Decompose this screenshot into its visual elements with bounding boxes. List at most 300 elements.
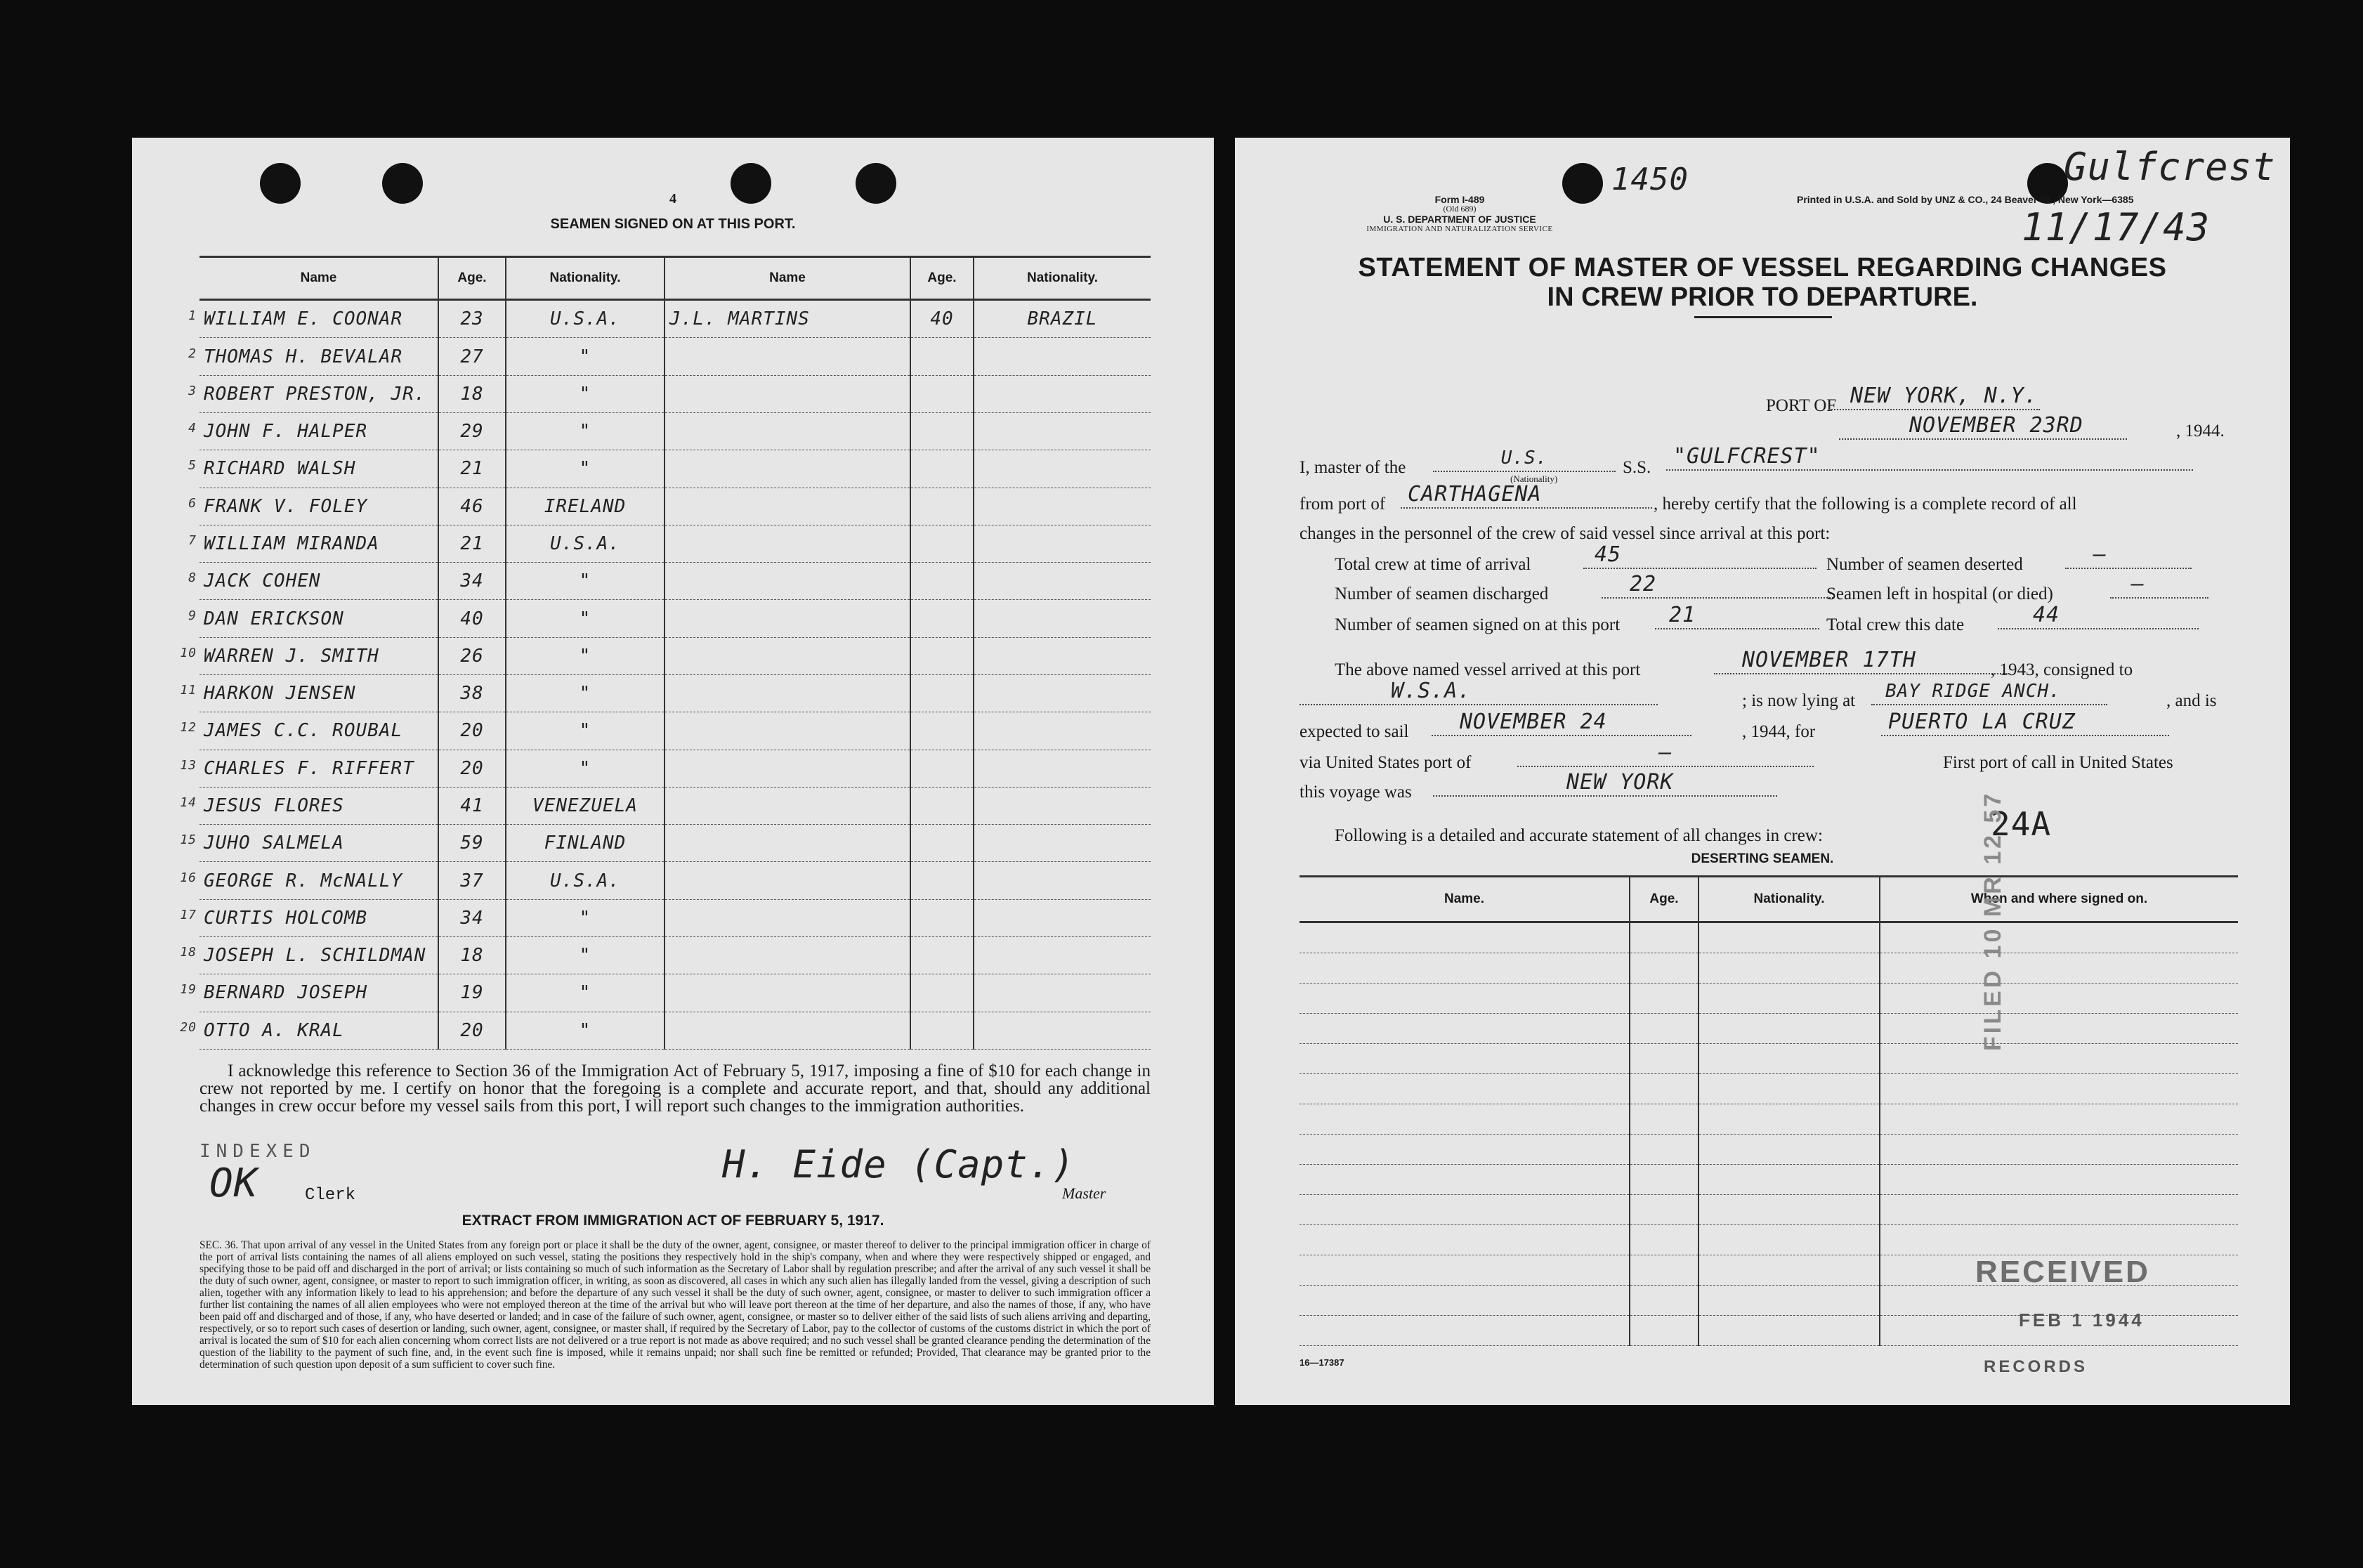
- seaman-name: 7 WILLIAM MIRANDA: [199, 525, 438, 562]
- empty-cell: [1698, 1195, 1880, 1225]
- arrived-label: The above named vessel arrived at this port: [1335, 660, 1641, 679]
- empty-cell: [1300, 1135, 1630, 1165]
- hospital-label: Seamen left in hospital (or died): [1826, 584, 2053, 603]
- extract-text: SEC. 36. That upon arrival of any vessel in the United States from any foreign port or place it shall be the duty of the owner, agent, consignee, or master thereof to deliver to the principal immigration officer in charge of the port of arrival lists containing the names of all aliens employed on such vessel, stating the positions they respectively hold in the ship's company, when and where they were respectively shipped or engaged, and specifying those to be paid off and discharged in the port of arrival; or lists containing so much of such information as the Secretary of Labor shall by regulation prescribe; and after the arrival of any such vessel it shall be the duty of such owner, agent, consignee, or master to report to such immigration officer, in writing, as soon as discovered, all cases in which any such alien has illegally landed from the vessel, giving a description of such alien, together with any information likely to lead to his apprehension; and before the departure of any such vessel it shall be the duty of such owner, agent, consignee, or master to deliver to such immigration officer a further list containing the names of all alien employees who were not employed thereon at the time of the arrival but who will leave port thereon at the time of her departure, and also the names of those, if any, who have been paid off and discharged and of those, if any, who have deserted or landed; and in case of the failure of such owner, agent, consignee, or master so to deliver either of the said lists of such aliens arriving and departing, respectively, or so to report such cases of desertion or landing, such owner, agent, consignee, or master shall, if required by the Secretary of Labor, pay to the collector of customs of the customs district in which the port of arrival is located the sum of $10 for each alien concerning whom correct lists are not delivered or a true report is not made as above required; and no such vessel shall be granted clearance pending the determination of the question of the liability to the payment of such fine, and, in the event such fine is imposed, while it remains unpaid; nor shall such fine be remitted or refunded; Provided, That clearance may be granted prior to the determination of such question upon deposit of a sum sufficient to cover such fine.: [199, 1239, 1151, 1371]
- table-row: [199, 936, 1151, 974]
- row-number: 17: [180, 907, 197, 922]
- seaman-nationality-2: [974, 338, 1151, 375]
- seaman-name: 11 HARKON JENSEN: [199, 675, 438, 712]
- seaman-age: 37: [438, 862, 506, 899]
- following-text: Following is a detailed and accurate statement of all changes in crew:: [1335, 826, 1823, 845]
- row-number: 8: [188, 570, 197, 586]
- seaman-age-2: [910, 936, 974, 974]
- empty-cell: [1698, 1044, 1880, 1074]
- empty-cell: [1880, 922, 2238, 953]
- seaman-nationality-2: [974, 862, 1151, 899]
- table-row: [199, 825, 1151, 862]
- empty-cell: [1698, 953, 1880, 984]
- seaman-age-2: [910, 899, 974, 936]
- seaman-name-2: [665, 862, 910, 899]
- row-number: 18: [180, 945, 197, 960]
- empty-cell: [1698, 1225, 1880, 1255]
- row-number: 10: [180, 645, 197, 660]
- port-value: NEW YORK, N.Y.: [1829, 384, 2040, 410]
- empty-cell: [1300, 1044, 1630, 1074]
- seaman-name: 14 JESUS FLORES: [199, 787, 438, 824]
- empty-cell: [1300, 1195, 1630, 1225]
- empty-cell: [1880, 984, 2238, 1014]
- from-port-label: from port of: [1300, 495, 1386, 514]
- table-row: [1300, 953, 2238, 984]
- row-number: 14: [180, 795, 197, 810]
- seaman-age: 27: [438, 338, 506, 375]
- empty-cell: [1630, 984, 1698, 1014]
- seaman-name-2: [665, 563, 910, 600]
- seaman-age-2: 40: [910, 300, 974, 338]
- empty-cell: [1880, 1104, 2238, 1135]
- table-row: [199, 675, 1151, 712]
- arrived-value: NOVEMBER 17TH: [1714, 648, 2009, 674]
- empty-cell: [1300, 984, 1630, 1014]
- seaman-age: 20: [438, 1012, 506, 1049]
- empty-cell: [1630, 922, 1698, 953]
- seaman-name: 8 JACK COHEN: [199, 563, 438, 600]
- empty-cell: [1300, 1165, 1630, 1195]
- left-page: [132, 138, 1214, 1405]
- empty-cell: [1698, 1316, 1880, 1346]
- table-row: [199, 787, 1151, 824]
- seaman-age: 26: [438, 637, 506, 674]
- col-header-nationality-2: Nationality.: [974, 257, 1151, 300]
- master-signature: H. Eide (Capt.): [722, 1142, 1075, 1187]
- seaman-name-2: [665, 936, 910, 974]
- seaman-age: 29: [438, 413, 506, 450]
- seaman-age: 21: [438, 450, 506, 488]
- col-header-when-where: When and where signed on.: [1880, 877, 2238, 922]
- seaman-nationality: U.S.A.: [506, 862, 665, 899]
- seaman-nationality: ": [506, 563, 665, 600]
- empty-cell: [1698, 1104, 1880, 1135]
- empty-cell: [1630, 1104, 1698, 1135]
- seaman-age: 34: [438, 563, 506, 600]
- seaman-name-2: [665, 450, 910, 488]
- table-row: [1300, 1044, 2238, 1074]
- empty-cell: [1630, 1286, 1698, 1316]
- row-number: 20: [180, 1019, 197, 1035]
- destination-value: PUERTO LA CRUZ: [1881, 710, 2169, 736]
- seaman-name: 17 CURTIS HOLCOMB: [199, 899, 438, 936]
- seaman-nationality: ": [506, 375, 665, 412]
- via-value: —: [1517, 740, 1814, 767]
- seaman-nationality: ": [506, 936, 665, 974]
- date-value: NOVEMBER 23RD: [1839, 413, 2127, 440]
- seaman-name: 12 JAMES C.C. ROUBAL: [199, 712, 438, 750]
- empty-cell: [1630, 1135, 1698, 1165]
- empty-cell: [1300, 922, 1630, 953]
- empty-cell: [1630, 1195, 1698, 1225]
- seaman-nationality: ": [506, 413, 665, 450]
- seaman-name: 1 WILLIAM E. COONAR: [199, 300, 438, 338]
- seaman-nationality-2: [974, 899, 1151, 936]
- seaman-name: 19 BERNARD JOSEPH: [199, 974, 438, 1012]
- seaman-name-2: [665, 712, 910, 750]
- table-row: [199, 375, 1151, 412]
- seaman-nationality-2: [974, 787, 1151, 824]
- seaman-nationality: ": [506, 338, 665, 375]
- form-title-line1: STATEMENT OF MASTER OF VESSEL REGARDING CHANGES: [1358, 253, 2167, 282]
- lying-value: BAY RIDGE ANCH.: [1871, 679, 2107, 705]
- row-number: 19: [180, 982, 197, 998]
- seaman-age: 21: [438, 525, 506, 562]
- row-number: 5: [188, 458, 197, 473]
- seaman-name-2: [665, 974, 910, 1012]
- row-number: 6: [188, 495, 197, 511]
- seaman-age-2: [910, 338, 974, 375]
- form-old: (Old 689): [1443, 204, 1477, 214]
- table-row: [1300, 1014, 2238, 1044]
- seaman-name-2: [665, 1012, 910, 1049]
- table-row: [199, 488, 1151, 525]
- table-row: [1300, 1135, 2238, 1165]
- form-title-line2: IN CREW PRIOR TO DEPARTURE.: [1547, 282, 1978, 312]
- table-row: [199, 637, 1151, 674]
- empty-cell: [1698, 922, 1880, 953]
- seaman-name-2: [665, 637, 910, 674]
- expected-year: , 1944, for: [1742, 722, 1816, 741]
- received-stamp: RECEIVED: [1975, 1255, 2150, 1289]
- seaman-nationality: ": [506, 450, 665, 488]
- row-number: 4: [188, 421, 197, 436]
- seaman-nationality: VENEZUELA: [506, 787, 665, 824]
- seaman-nationality-2: [974, 450, 1151, 488]
- empty-cell: [1630, 1044, 1698, 1074]
- seaman-name-2: [665, 413, 910, 450]
- col-header-name-2: Name: [665, 257, 910, 300]
- seaman-name-2: [665, 675, 910, 712]
- empty-cell: [1880, 1074, 2238, 1104]
- total-crew-arrival-value: 45: [1583, 542, 1817, 569]
- seaman-nationality-2: [974, 600, 1151, 637]
- page-code: 24A: [1991, 805, 2052, 843]
- table-row: [199, 600, 1151, 637]
- seaman-nationality-2: [974, 637, 1151, 674]
- seaman-age-2: [910, 675, 974, 712]
- empty-cell: [1630, 1014, 1698, 1044]
- seaman-nationality: ": [506, 675, 665, 712]
- total-crew-date-label: Total crew this date: [1826, 615, 1965, 634]
- seaman-age-2: [910, 525, 974, 562]
- expected-value: NOVEMBER 24: [1432, 710, 1691, 736]
- row-number: 13: [180, 757, 197, 773]
- seaman-nationality-2: [974, 1012, 1151, 1049]
- seaman-nationality-2: [974, 488, 1151, 525]
- seaman-name: 5 RICHARD WALSH: [199, 450, 438, 488]
- table-row: [199, 563, 1151, 600]
- empty-cell: [1300, 1104, 1630, 1135]
- seaman-age: 18: [438, 936, 506, 974]
- seaman-name: 4 JOHN F. HALPER: [199, 413, 438, 450]
- seaman-age-2: [910, 563, 974, 600]
- seaman-age-2: [910, 787, 974, 824]
- seaman-name: 10 WARREN J. SMITH: [199, 637, 438, 674]
- table-row: [199, 712, 1151, 750]
- consigned-value: W.S.A.: [1300, 679, 1658, 705]
- seaman-name-2: [665, 750, 910, 787]
- empty-cell: [1880, 1014, 2238, 1044]
- seaman-age: 46: [438, 488, 506, 525]
- row-number: 7: [188, 533, 197, 549]
- table-row: [1300, 922, 2238, 953]
- lying-label: ; is now lying at: [1742, 691, 1856, 710]
- empty-cell: [1698, 984, 1880, 1014]
- port-label: PORT OF: [1766, 396, 1837, 415]
- seaman-nationality: ": [506, 974, 665, 1012]
- seaman-nationality: ": [506, 750, 665, 787]
- empty-cell: [1630, 1316, 1698, 1346]
- empty-cell: [1630, 1165, 1698, 1195]
- empty-cell: [1300, 1014, 1630, 1044]
- clerk-label: Clerk: [305, 1186, 356, 1205]
- total-crew-arrival-label: Total crew at time of arrival: [1335, 555, 1531, 574]
- table-row: [199, 1012, 1151, 1049]
- total-crew-date-value: 44: [1998, 603, 2199, 629]
- table-row: [199, 750, 1151, 787]
- seaman-age-2: [910, 712, 974, 750]
- seaman-nationality-2: [974, 825, 1151, 862]
- table-row: [1300, 984, 2238, 1014]
- seaman-age-2: [910, 1012, 974, 1049]
- empty-cell: [1630, 1225, 1698, 1255]
- empty-cell: [1630, 953, 1698, 984]
- footer-code: 16—17387: [1300, 1357, 1344, 1368]
- first-port-label: First port of call in United States: [1943, 753, 2173, 772]
- empty-cell: [1698, 1135, 1880, 1165]
- filed-stamp: FILED 10 MR 12 57: [1979, 790, 2006, 1051]
- master-label: Master: [1062, 1184, 1106, 1202]
- title-rule: [1694, 316, 1832, 318]
- arrived-year: , 1943, consigned to: [1991, 660, 2133, 679]
- empty-cell: [1698, 1014, 1880, 1044]
- seaman-name: 13 CHARLES F. RIFFERT: [199, 750, 438, 787]
- seaman-nationality-2: [974, 525, 1151, 562]
- row-number: 11: [180, 683, 197, 698]
- punch-hole: [1562, 163, 1603, 204]
- seaman-name: 2 THOMAS H. BEVALAR: [199, 338, 438, 375]
- nationality-caption: (Nationality): [1510, 473, 1558, 484]
- via-label: via United States port of: [1300, 753, 1472, 772]
- seaman-name-2: [665, 375, 910, 412]
- seaman-nationality: ": [506, 637, 665, 674]
- seaman-age: 40: [438, 600, 506, 637]
- seaman-nationality-2: [974, 936, 1151, 974]
- section-title: SEAMEN SIGNED ON AT THIS PORT.: [550, 216, 796, 232]
- empty-cell: [1880, 1135, 2238, 1165]
- expected-label: expected to sail: [1300, 722, 1409, 741]
- records-stamp: RECORDS: [1984, 1357, 2088, 1376]
- table-row: [199, 525, 1151, 562]
- row-number: 2: [188, 346, 197, 361]
- clerk-initials: OK: [209, 1161, 258, 1206]
- empty-cell: [1880, 1044, 2238, 1074]
- certify-text: , hereby certify that the following is a complete record of all: [1654, 495, 2077, 514]
- seaman-age-2: [910, 637, 974, 674]
- seaman-nationality-2: [974, 563, 1151, 600]
- seaman-nationality-2: [974, 413, 1151, 450]
- seaman-age-2: [910, 488, 974, 525]
- seaman-name-2: [665, 787, 910, 824]
- printer-credit: Printed in U.S.A. and Sold by UNZ & CO., 24 Beaver St., New York—6385: [1797, 194, 2134, 205]
- empty-cell: [1880, 1225, 2238, 1255]
- handwritten-date: 11/17/43: [2022, 205, 2211, 249]
- seaman-nationality-2: [974, 375, 1151, 412]
- handwritten-ship: Gulfcrest: [2064, 145, 2276, 189]
- seaman-age-2: [910, 450, 974, 488]
- empty-cell: [1880, 1165, 2238, 1195]
- table-row: [1300, 1165, 2238, 1195]
- deserted-label: Number of seamen deserted: [1826, 555, 2023, 574]
- hospital-value: —: [2110, 572, 2208, 599]
- seaman-name-2: [665, 825, 910, 862]
- col-header-name: Name: [199, 257, 438, 300]
- seamen-signed-on-table: [180, 256, 1151, 1050]
- table-row: [199, 300, 1151, 338]
- seaman-nationality: FINLAND: [506, 825, 665, 862]
- seaman-nationality: ": [506, 712, 665, 750]
- col-header-age: Age.: [1630, 877, 1698, 922]
- department: U. S. DEPARTMENT OF JUSTICE: [1383, 214, 1536, 225]
- seaman-name: 20 OTTO A. KRAL: [199, 1012, 438, 1049]
- changes-text: changes in the personnel of the crew of said vessel since arrival at this port:: [1300, 524, 1831, 543]
- seaman-name-2: [665, 488, 910, 525]
- seaman-age-2: [910, 600, 974, 637]
- discharged-value: 22: [1602, 572, 1833, 599]
- right-page: [1235, 138, 2290, 1405]
- col-header-nationality: Nationality.: [506, 257, 665, 300]
- table-row: [1300, 1104, 2238, 1135]
- seaman-nationality: ": [506, 1012, 665, 1049]
- table-row: [199, 862, 1151, 899]
- seaman-name: 16 GEORGE R. McNALLY: [199, 862, 438, 899]
- seaman-nationality-2: [974, 974, 1151, 1012]
- seaman-age-2: [910, 413, 974, 450]
- empty-cell: [1630, 1074, 1698, 1104]
- col-header-age: Age.: [438, 257, 506, 300]
- seaman-age: 18: [438, 375, 506, 412]
- seaman-name: 18 JOSEPH L. SCHILDMAN: [199, 936, 438, 974]
- seaman-age: 23: [438, 300, 506, 338]
- seaman-nationality: ": [506, 600, 665, 637]
- year-suffix: , 1944.: [2176, 422, 2225, 440]
- seaman-age-2: [910, 862, 974, 899]
- seaman-nationality: U.S.A.: [506, 300, 665, 338]
- seaman-name-2: [665, 338, 910, 375]
- empty-cell: [1300, 1074, 1630, 1104]
- signed-on-value: 21: [1655, 603, 1819, 629]
- seaman-name: 6 FRANK V. FOLEY: [199, 488, 438, 525]
- col-header-nationality: Nationality.: [1698, 877, 1880, 922]
- row-number: 12: [180, 720, 197, 736]
- seaman-name-2: [665, 600, 910, 637]
- seaman-age: 59: [438, 825, 506, 862]
- and-is-label: , and is: [2166, 691, 2217, 710]
- handwritten-number: 1450: [1611, 162, 1689, 197]
- seaman-age: 38: [438, 675, 506, 712]
- table-row: [1300, 1074, 2238, 1104]
- seaman-nationality-2: [974, 712, 1151, 750]
- empty-cell: [1880, 1195, 2238, 1225]
- voyage-label: this voyage was: [1300, 783, 1412, 802]
- ss-label: S.S.: [1623, 458, 1651, 477]
- empty-cell: [1300, 1316, 1630, 1346]
- extract-title: EXTRACT FROM IMMIGRATION ACT OF FEBRUARY 5, 1917.: [462, 1213, 884, 1229]
- seaman-nationality: U.S.A.: [506, 525, 665, 562]
- table-row: [199, 413, 1151, 450]
- seaman-age-2: [910, 825, 974, 862]
- service: IMMIGRATION AND NATURALIZATION SERVICE: [1366, 225, 1553, 233]
- discharged-label: Number of seamen discharged: [1335, 584, 1549, 603]
- ship-name: "GULFCREST": [1666, 444, 2193, 471]
- received-date-stamp: FEB 1 1944: [2019, 1309, 2145, 1331]
- indexed-stamp: INDEXED: [199, 1141, 316, 1162]
- deserted-value: —: [2065, 542, 2192, 569]
- seaman-age: 20: [438, 712, 506, 750]
- row-number: 1: [188, 308, 197, 324]
- seaman-age: 19: [438, 974, 506, 1012]
- voyage-value: NEW YORK: [1433, 770, 1777, 797]
- empty-cell: [1698, 1165, 1880, 1195]
- seaman-age-2: [910, 375, 974, 412]
- seaman-nationality: ": [506, 899, 665, 936]
- master-of-label: I, master of the: [1300, 458, 1406, 477]
- nationality-value: U.S.: [1433, 445, 1616, 472]
- from-port-value: CARTHAGENA: [1401, 482, 1652, 509]
- seaman-age-2: [910, 974, 974, 1012]
- seaman-nationality-2: [974, 750, 1151, 787]
- table-row: [199, 899, 1151, 936]
- row-number: 15: [180, 832, 197, 848]
- empty-cell: [1300, 1255, 1630, 1286]
- row-number: 16: [180, 870, 197, 885]
- empty-cell: [1698, 1255, 1880, 1286]
- table-row: [199, 338, 1151, 375]
- empty-cell: [1300, 953, 1630, 984]
- table-row: [1300, 1195, 2238, 1225]
- acknowledgement-text: I acknowledge this reference to Section 36 of the Immigration Act of February 5, 1917, imposing a fine of $10 for each change in crew not reported by me. I certify on honor that the foregoing is a complete and accurate report, and that, should any additional changes in crew occur before my vessel sails from this port, I will report such changes to the immigration authorities.: [199, 1061, 1151, 1116]
- seaman-name-2: [665, 525, 910, 562]
- empty-cell: [1630, 1255, 1698, 1286]
- empty-cell: [1698, 1074, 1880, 1104]
- seaman-name-2: J.L. MARTINS: [665, 300, 910, 338]
- col-header-name: Name.: [1300, 877, 1630, 922]
- row-number: 9: [188, 608, 197, 623]
- seaman-name-2: [665, 899, 910, 936]
- seaman-name: 15 JUHO SALMELA: [199, 825, 438, 862]
- form-number: Form I-489: [1434, 194, 1485, 205]
- seaman-nationality-2: BRAZIL: [974, 300, 1151, 338]
- seaman-name: 9 DAN ERICKSON: [199, 600, 438, 637]
- empty-cell: [1698, 1286, 1880, 1316]
- seaman-nationality-2: [974, 675, 1151, 712]
- seaman-age: 41: [438, 787, 506, 824]
- seaman-age: 20: [438, 750, 506, 787]
- table-row: [199, 974, 1151, 1012]
- empty-cell: [1300, 1225, 1630, 1255]
- col-header-age-2: Age.: [910, 257, 974, 300]
- seaman-age-2: [910, 750, 974, 787]
- table-row: [1300, 1225, 2238, 1255]
- page-number: 4: [669, 191, 676, 207]
- table-row: [199, 450, 1151, 488]
